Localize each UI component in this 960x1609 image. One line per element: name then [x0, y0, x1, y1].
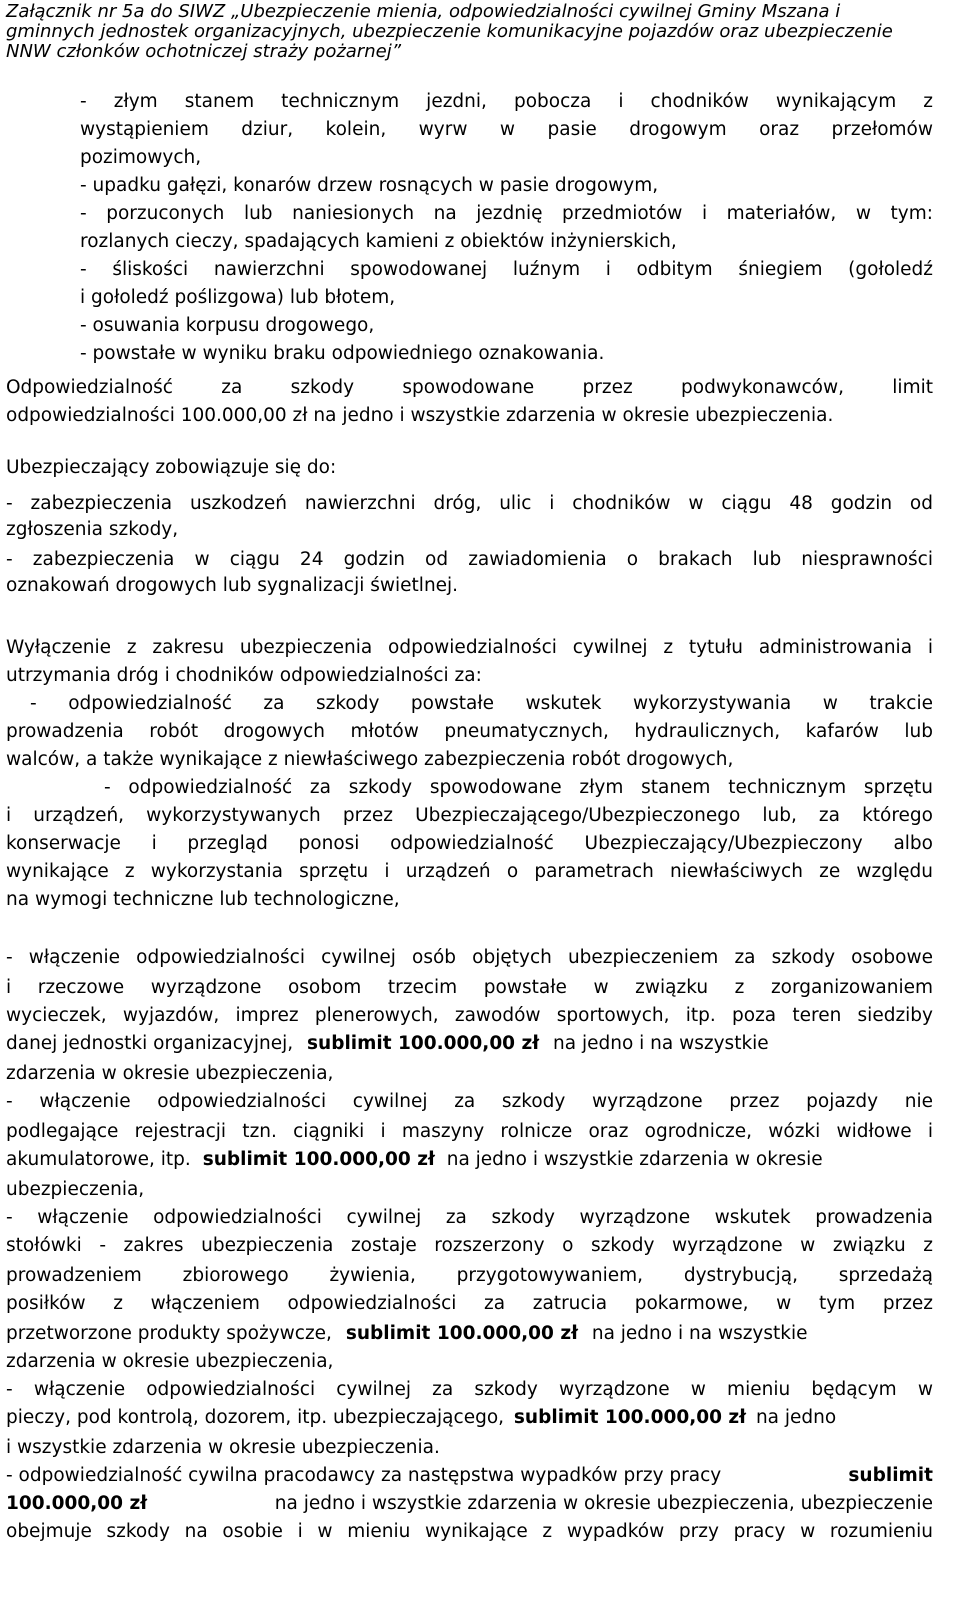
text-run: na jedno i na wszystkie [591, 1323, 808, 1344]
text-run: - odpowiedzialność cywilna pracodawcy za następstwa wypadków przy pracy [6, 1465, 722, 1486]
text-line: odpowiedzialności 100.000,00 zł na jedno i wszystkie zdarzenia w okresie ubezpieczenia. [6, 405, 834, 426]
text-line: - porzuconych lub naniesionych na jezdnię przedmiotów i materiałów, w tym: [80, 203, 933, 224]
text-run: na jedno i na wszystkie [553, 1033, 769, 1054]
text-line: - śliskości nawierzchni spowodowanej luźnym i odbitym śniegiem (gołoledź [80, 259, 933, 280]
text-line [6, 1320, 808, 1348]
text-line: - odpowiedzialność za szkody spowodowane złym stanem technicznym sprzętu [104, 777, 933, 798]
text-line: - odpowiedzialność za szkody powstałe wskutek wykorzystywania w trakcie [30, 693, 933, 714]
text-line: - zabezpieczenia uszkodzeń nawierzchni dróg, ulic i chodników w ciągu 48 godzin od [6, 493, 933, 514]
sublimit-amount: sublimit 100.000,00 zł [513, 1407, 747, 1428]
text-line [6, 1404, 836, 1432]
text-run: danej jednostki organizacyjnej, [6, 1033, 294, 1054]
text-line: i gołoledź poślizgowa) lub błotem, [80, 287, 396, 308]
text-line: - powstałe w wyniku braku odpowiedniego oznakowania. [80, 343, 605, 364]
sublimit-amount: sublimit 100.000,00 zł [345, 1323, 578, 1344]
text-line: pozimowych, [80, 147, 202, 168]
text-line: i wszystkie zdarzenia w okresie ubezpieczenia. [6, 1437, 440, 1458]
text-line: zdarzenia w okresie ubezpieczenia, [6, 1351, 334, 1372]
header-line: Załącznik nr 5a do SIWZ „Ubezpieczenie mienia, odpowiedzialności cywilnej Gminy Mszana i [6, 1, 841, 22]
text-run: na jedno i wszystkie zdarzenia w okresie ubezpieczenia, ubezpieczenie [274, 1493, 933, 1514]
page-header [6, 2, 952, 62]
text-line: walców, a także wynikające z niewłaściwego zabezpieczenia robót drogowych, [6, 749, 734, 770]
sublimit-amount: sublimit 100.000,00 zł [202, 1149, 435, 1170]
text-run: na jedno i wszystkie zdarzenia w okresie [446, 1149, 823, 1170]
text-run: pieczy, pod kontrolą, dozorem, itp. ubezpieczającego, [6, 1407, 505, 1428]
text-line: oznakowań drogowych lub sygnalizacji świetlnej. [6, 575, 459, 596]
text-line [6, 1462, 933, 1490]
text-line: prowadzenia robót drogowych młotów pneumatycznych, hydraulicznych, kafarów lub [6, 721, 933, 742]
text-line: na wymogi techniczne lub technologiczne, [6, 889, 400, 910]
text-line: - upadku gałęzi, konarów drzew rosnących w pasie drogowym, [80, 175, 659, 196]
text-line: posiłków z włączeniem odpowiedzialności za zatrucia pokarmowe, w tym przez [6, 1293, 933, 1314]
text-line: podlegające rejestracji tzn. ciągniki i maszyny rolnicze oraz ogrodnicze, wózki widłowe i [6, 1121, 933, 1142]
text-line: wystąpieniem dziur, kolein, wyrw w pasie drogowym oraz przełomów [80, 119, 933, 140]
text-line: ubezpieczenia, [6, 1179, 145, 1200]
text-line: Wyłączenie z zakresu ubezpieczenia odpowiedzialności cywilnej z tytułu administrowania i [6, 637, 933, 658]
text-line [6, 1146, 823, 1174]
sublimit-amount: sublimit 100.000,00 zł [307, 1033, 540, 1054]
text-line [6, 1490, 933, 1518]
text-line: rozlanych cieczy, spadających kamieni z obiektów inżynierskich, [80, 231, 677, 252]
text-line: wycieczek, wyjazdów, imprez plenerowych, zawodów sportowych, itp. poza teren siedziby [6, 1005, 933, 1026]
text-line: - złym stanem technicznym jezdni, pobocza i chodników wynikającym z [80, 91, 933, 112]
text-line: konserwacje i przegląd ponosi odpowiedzialność Ubezpieczający/Ubezpieczony albo [6, 833, 933, 854]
text-run: przetworzone produkty spożywcze, [6, 1323, 332, 1344]
text-run: akumulatorowe, itp. [6, 1149, 191, 1170]
text-line: Ubezpieczający zobowiązuje się do: [6, 457, 337, 478]
sublimit-amount: sublimit [848, 1465, 933, 1486]
text-line: prowadzeniem zbiorowego żywienia, przygotowywaniem, dystrybucją, sprzedażą [6, 1265, 933, 1286]
text-run: na jedno [755, 1407, 837, 1428]
text-line: i rzeczowe wyrządzone osobom trzecim powstałe w związku z zorganizowaniem [6, 977, 933, 998]
text-line: utrzymania dróg i chodników odpowiedzialności za: [6, 665, 482, 686]
text-line: - włączenie odpowiedzialności cywilnej za szkody wyrządzone wskutek prowadzenia [6, 1207, 933, 1228]
text-line: - włączenie odpowiedzialności cywilnej za szkody wyrządzone w mieniu będącym w [6, 1379, 933, 1400]
sublimit-amount: 100.000,00 zł [6, 1493, 148, 1514]
text-line: - włączenie odpowiedzialności cywilnej osób objętych ubezpieczeniem za szkody osobowe [6, 947, 933, 968]
header-line: NNW członków ochotniczej straży pożarnej” [6, 41, 402, 62]
text-line: zgłoszenia szkody, [6, 519, 179, 540]
text-line: wynikające z wykorzystania sprzętu i urządzeń o parametrach niewłaściwych ze względu [6, 861, 933, 882]
text-line: - włączenie odpowiedzialności cywilnej za szkody wyrządzone przez pojazdy nie [6, 1091, 933, 1112]
text-line: stołówki - zakres ubezpieczenia zostaje rozszerzony o szkody wyrządzone w związku z [6, 1235, 933, 1256]
text-line: - osuwania korpusu drogowego, [80, 315, 375, 336]
text-line: zdarzenia w okresie ubezpieczenia, [6, 1063, 334, 1084]
text-line: Odpowiedzialność za szkody spowodowane przez podwykonawców, limit [6, 377, 933, 398]
header-line: gminnych jednostek organizacyjnych, ubezpieczenie komunikacyjne pojazdów oraz ubezpieczenie [6, 21, 893, 42]
text-line [6, 1030, 769, 1058]
text-line: i urządzeń, wykorzystywanych przez Ubezpieczającego/Ubezpieczonego lub, za którego [6, 805, 933, 826]
text-line: obejmuje szkody na osobie i w mieniu wynikające z wypadków przy pracy w rozumieniu [6, 1521, 933, 1542]
text-line: - zabezpieczenia w ciągu 24 godzin od zawiadomienia o brakach lub niesprawności [6, 549, 933, 570]
